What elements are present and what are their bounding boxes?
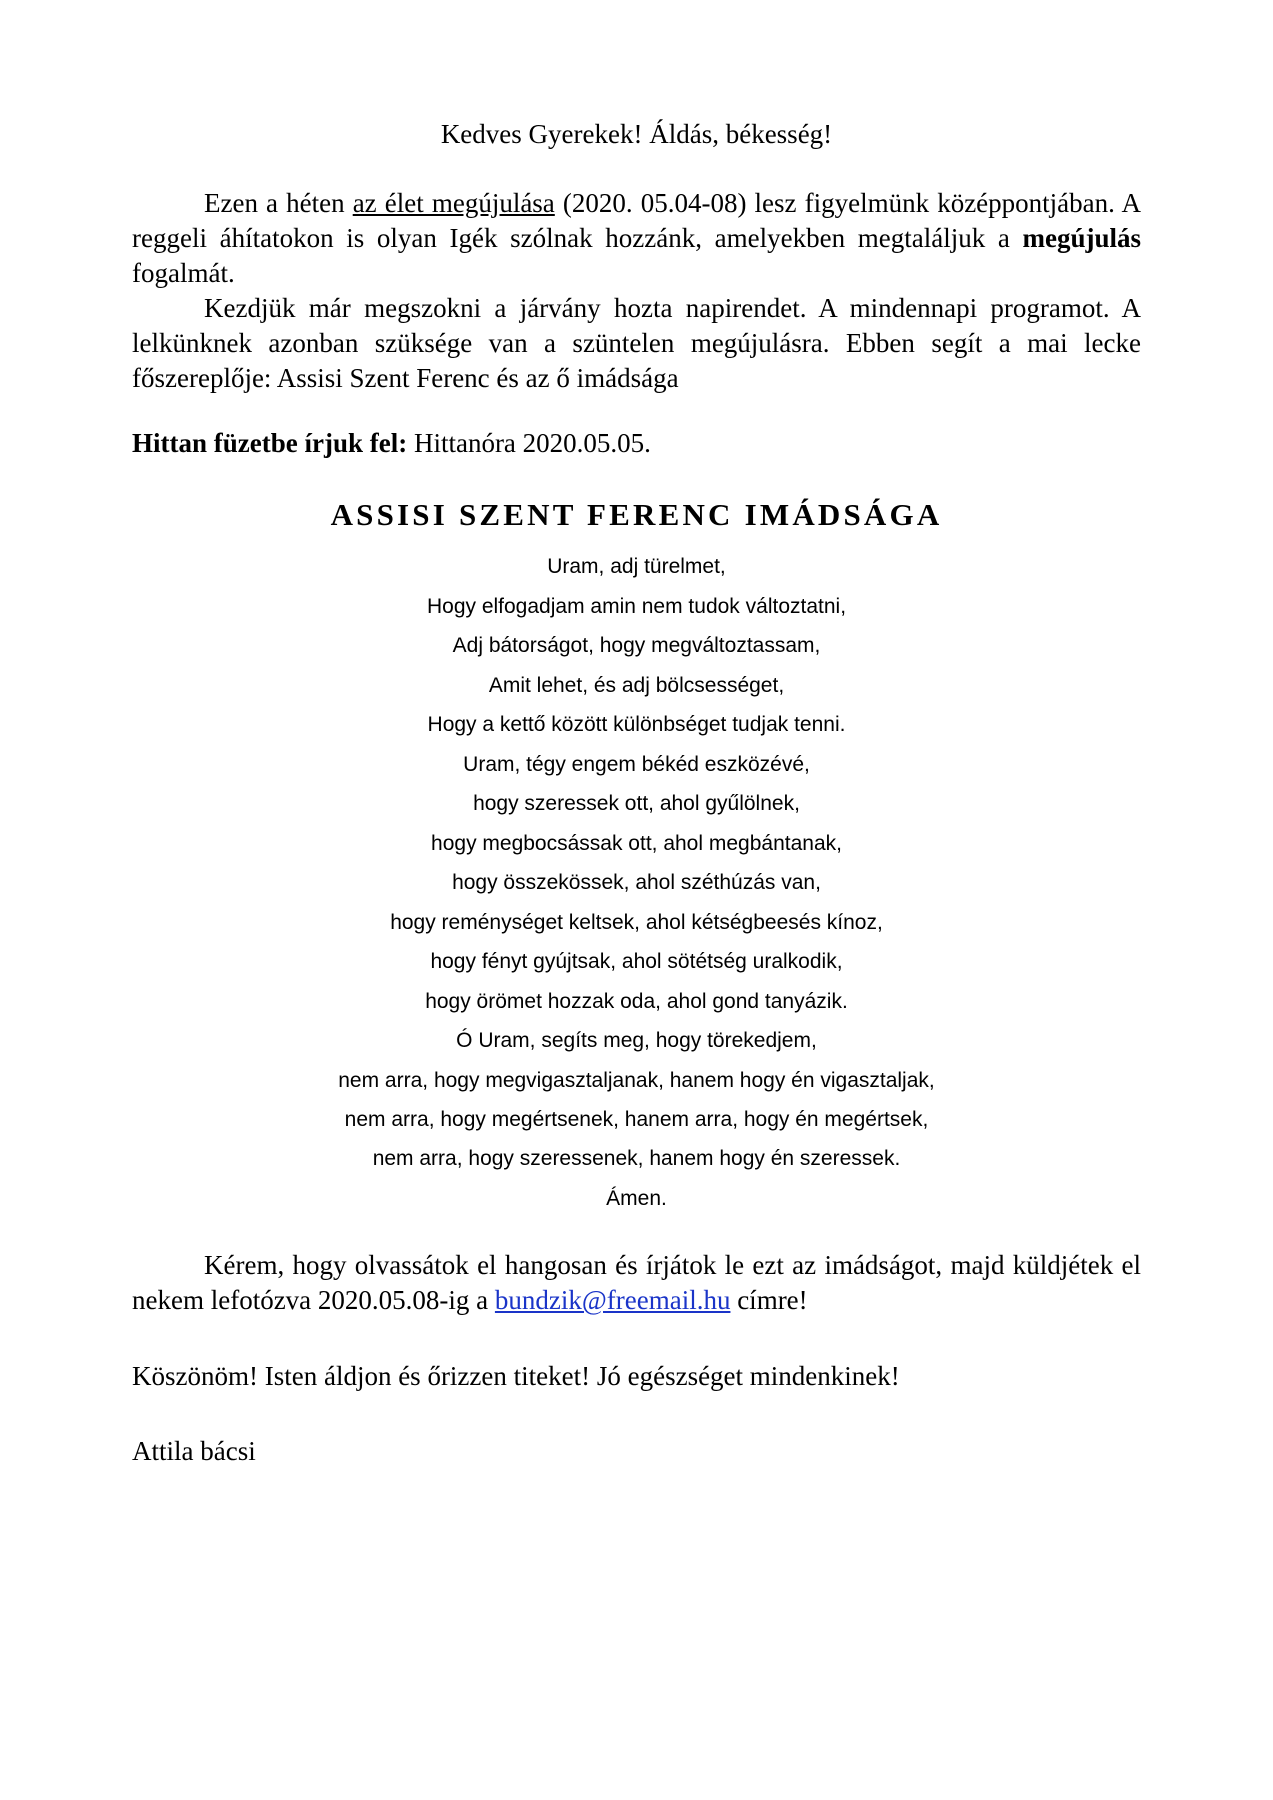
notebook-instruction-label: Hittan füzetbe írjuk fel: xyxy=(132,428,408,459)
paragraph-routine: Kezdjük már megszokni a járvány hozta napirendet. A mindennapi programot. A lelkünknek azonban szüksége van a szüntelen megújulásra. Ebben segít a mai lecke főszereplője: Assisi Szent Ferenc és az ő imádsága xyxy=(132,293,1141,394)
email-link[interactable]: bundzik@freemail.hu xyxy=(494,1285,731,1316)
prayer-line: hogy reménységet keltsek, ahol kétségbeesés kínoz, xyxy=(390,910,883,934)
paragraph-intro-part2: (2020. 05.04-08) lesz figyelmünk középpontjában. A reggeli áhítatokon is olyan Igék szólnak hozzánk, amelyekben megtaláljuk a xyxy=(132,187,1141,253)
prayer-line: Adj bátorságot, hogy megváltoztassam, xyxy=(452,634,821,658)
closing-instruction-part1: Kérem, hogy olvassátok el hangosan és írjátok le ezt az imádságot, majd küldjétek el nekem lefotózva 2020.05.08-ig a xyxy=(132,1250,1141,1316)
paragraph-intro-part1: Ezen a héten xyxy=(204,187,353,218)
prayer-title: ASSISI SZENT FERENC IMÁDSÁGA xyxy=(330,497,943,533)
prayer-line: hogy szeressek ott, ahol gyűlölnek, xyxy=(473,792,800,816)
prayer-line: nem arra, hogy szeressenek, hanem hogy én szeressek. xyxy=(372,1147,901,1171)
prayer-line: nem arra, hogy megértsenek, hanem arra, hogy én megértsek, xyxy=(344,1107,929,1131)
paragraph-intro-underlined: az élet megújulása xyxy=(352,187,555,218)
prayer-line: hogy örömet hozzak oda, ahol gond tanyázik. xyxy=(425,989,848,1013)
prayer-line: Amit lehet, és adj bölcsességet, xyxy=(488,673,785,697)
prayer-line: Hogy a kettő között különbséget tudjak tenni. xyxy=(427,713,846,737)
prayer-body xyxy=(132,547,1141,1218)
prayer-line: hogy megbocsássak ott, ahol megbántanak, xyxy=(431,831,842,855)
prayer-line: hogy összekössek, ahol széthúzás van, xyxy=(452,871,821,895)
blessing-line: Köszönöm! Isten áldjon és őrizzen titeket! Jó egészséget mindenkinek! xyxy=(132,1360,900,1391)
signature-line: Attila bácsi xyxy=(132,1435,256,1466)
closing-instruction xyxy=(132,1248,1141,1318)
prayer-line: Uram, adj türelmet, xyxy=(547,555,726,579)
greeting-line: Kedves Gyerekek! Áldás, békesség! xyxy=(440,119,833,149)
closing-instruction-part2: címre! xyxy=(730,1285,808,1316)
prayer-line: Ámen. xyxy=(606,1186,667,1210)
prayer-line: hogy fényt gyújtsak, ahol sötétség uralkodik, xyxy=(430,950,843,974)
notebook-instruction-value: Hittanóra 2020.05.05. xyxy=(407,428,651,459)
paragraph-intro-bold: megújulás xyxy=(1022,222,1141,253)
prayer-line: Ó Uram, segíts meg, hogy törekedjem, xyxy=(456,1029,817,1053)
prayer-line: Hogy elfogadjam amin nem tudok változtatni, xyxy=(426,594,847,618)
notebook-instruction xyxy=(132,426,1141,461)
prayer-line: nem arra, hogy megvigasztaljanak, hanem hogy én vigasztaljak, xyxy=(338,1068,935,1092)
prayer-line: Uram, tégy engem békéd eszközévé, xyxy=(463,752,810,776)
paragraph-intro xyxy=(132,186,1141,291)
paragraph-intro-part3: fogalmát. xyxy=(132,257,235,288)
